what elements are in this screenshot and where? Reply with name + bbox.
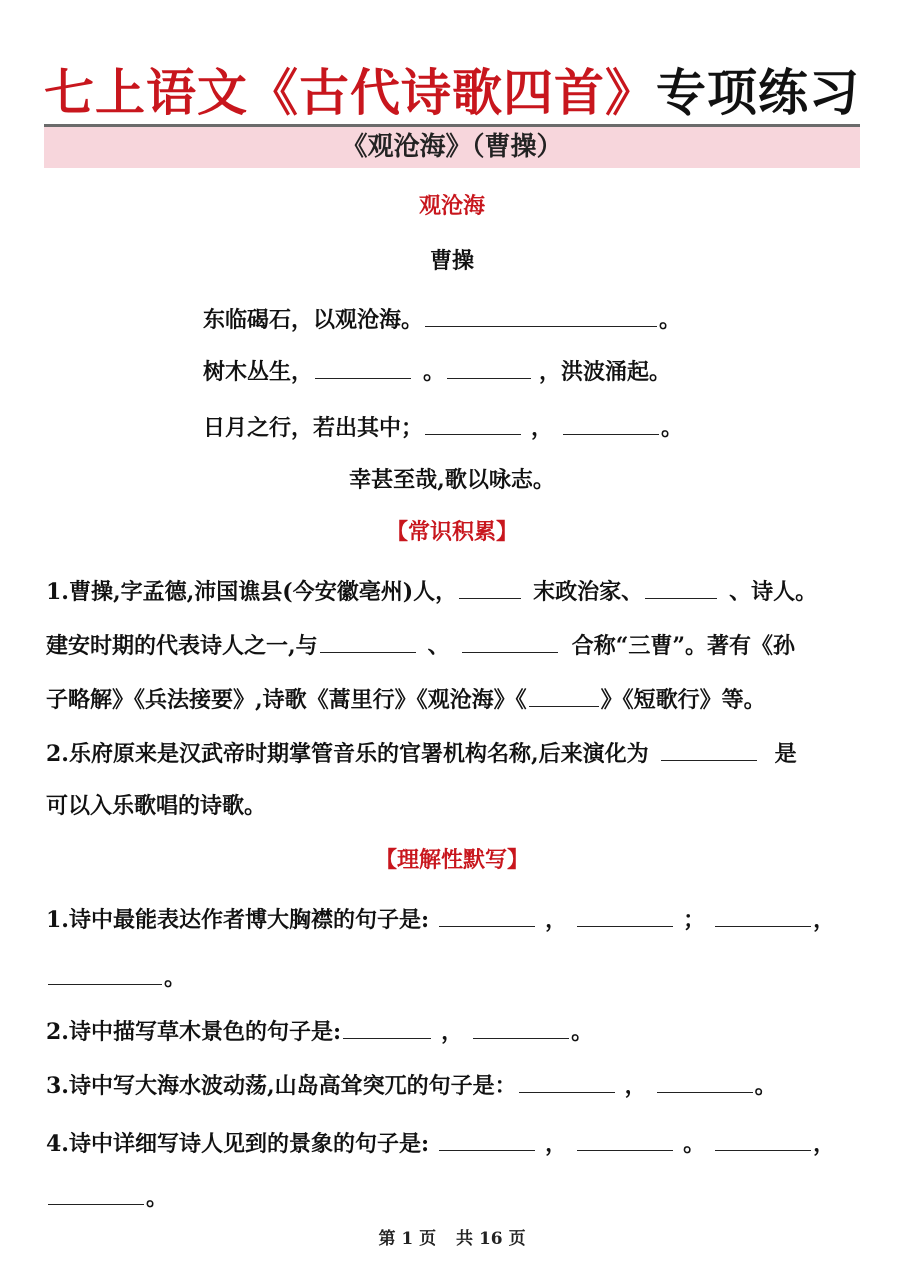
poem-line-4: 幸甚至哉,歌以咏志。 — [349, 467, 555, 493]
blank-field[interactable] — [577, 900, 673, 927]
blank-field[interactable] — [715, 900, 811, 927]
blank-field[interactable] — [447, 352, 531, 379]
poem-line-3: 日月之行，若出其中； ， 。 — [203, 408, 683, 446]
poem-line-1: 东临碣石，以观沧海。 。 — [203, 300, 681, 338]
blank-field[interactable] — [473, 1012, 569, 1039]
total-pages: 16 — [478, 1229, 503, 1249]
knowledge-q1-line3: 子略解》《兵法接要》,诗歌《蒿里行》《观沧海》《 》《短歌行》等。 — [46, 680, 766, 718]
dictation-q1-line1: 1.诗中最能表达作者博大胸襟的句子是: ， ； ， — [46, 900, 835, 938]
section-heading-dictation: 【理解性默写】 — [374, 847, 529, 873]
knowledge-q1-line2: 建安时期的代表诗人之一,与 、 合称“三曹”。著有《孙 — [46, 626, 795, 664]
blank-field[interactable] — [645, 572, 717, 599]
page-title-black: 专项练习 — [656, 64, 860, 122]
blank-field[interactable] — [519, 1066, 615, 1093]
blank-field[interactable] — [657, 1066, 753, 1093]
section-heading-knowledge: 【常识积累】 — [385, 519, 518, 545]
dictation-q2: 2.诗中描写草木景色的句子是: ， 。 — [46, 1012, 593, 1050]
blank-field[interactable] — [425, 300, 657, 327]
poem-author: 曹操 — [429, 248, 474, 274]
section-banner: 《观沧海》（曹操） — [44, 124, 860, 168]
blank-field[interactable] — [343, 1012, 431, 1039]
blank-field[interactable] — [529, 680, 599, 707]
blank-field[interactable] — [48, 958, 162, 985]
knowledge-q1-line1: 1.曹操,字孟德,沛国谯县(今安徽亳州)人， 末政治家、 、诗人。 — [46, 572, 817, 610]
poem-title: 观沧海 — [418, 193, 485, 219]
blank-field[interactable] — [577, 1124, 673, 1151]
blank-field[interactable] — [425, 408, 521, 435]
blank-field[interactable] — [439, 1124, 535, 1151]
poem-line-2: 树木丛生， 。 ，洪波涌起。 — [203, 352, 671, 390]
blank-field[interactable] — [462, 626, 558, 653]
blank-field[interactable] — [715, 1124, 811, 1151]
blank-field[interactable] — [315, 352, 411, 379]
dictation-q1-line2: 。 — [46, 958, 186, 996]
page-footer: 第 1 页 共 16 页 — [378, 1229, 526, 1249]
dictation-q4-line1: 4.诗中详细写诗人见到的景象的句子是: ， 。 ， — [46, 1124, 835, 1162]
blank-field[interactable] — [459, 572, 521, 599]
dictation-q4-line2: 。 — [46, 1178, 168, 1216]
knowledge-q2-line1: 2.乐府原来是汉武帝时期掌管音乐的官署机构名称,后来演化为 是 — [46, 734, 797, 772]
knowledge-q2-line2: 可以入乐歌唱的诗歌。 — [46, 793, 267, 819]
page-number: 1 — [401, 1229, 414, 1249]
page-title — [0, 58, 904, 128]
blank-field[interactable] — [661, 734, 757, 761]
page-title-red: 七上语文《古代诗歌四首》 — [44, 64, 656, 122]
blank-field[interactable] — [48, 1178, 144, 1205]
blank-field[interactable] — [439, 900, 535, 927]
blank-field[interactable] — [320, 626, 416, 653]
blank-field[interactable] — [563, 408, 659, 435]
dictation-q3: 3.诗中写大海水波动荡,山岛高耸突兀的句子是： ， 。 — [46, 1066, 777, 1104]
